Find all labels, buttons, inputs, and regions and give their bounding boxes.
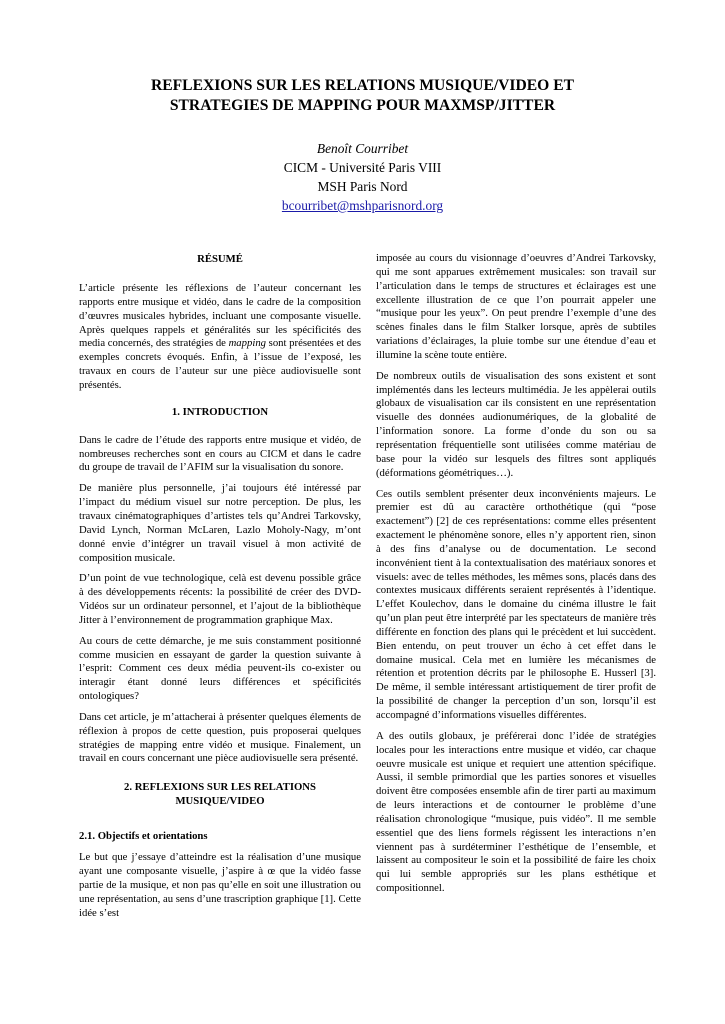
title-line-2: STRATEGIES DE MAPPING POUR MAXMSP/JITTER (169, 97, 556, 114)
right-paragraph-4: A des outils globaux, je préférerai donc l’idée de stratégies locales pour les interactions entre musique et vidéo, car chaque oeuvre musicale est unique et requiert une attention spécifique. Aussi, il semble primordial que les parties sonores et visuelles doivent être composées ensemble afin de tirer parti au maximum de leurs interactions et de contourner le problème d’une réalisation chronologique “musique, puis vidéo”. Il me semble essentiel que des liens formels régissent les interactions n’en viennent pas à surdéterminer l’esthétique de l’ensemble, et laissent au compositeur le soin et la possibilité de faire les choix qui lui semble appropriés sur les plans esthétique et compositionnel. (376, 729, 656, 895)
abstract-paragraph: L’article présente les réflexions de l’auteur concernant les rapports entre musique et vidéo, dans le cadre de la composition d’œuvres musicales hybrides, incluant une composante visuelle. Après quelques rappels et généralités sur les spécificités des media concernés, des stratégies de mapping sont présentées et des exemples concrets évoqués. Enfin, à l’issue de l’exposé, les travaux en cours de l’auteur sur une pièce audiovisuelle sont présentés. (79, 282, 361, 391)
intro-paragraph-1: Dans le cadre de l’étude des rapports entre musique et vidéo, de nombreuses recherches sont en cours au CICM et dans le cadre du groupe de travail de l’AFIM sur la visualisation du sonore. (79, 433, 361, 474)
left-column (79, 252, 361, 927)
intro-paragraph-5: Dans cet article, je m’attacherai à présenter quelques élements de réflexion à propos de cette question, puis proposerai quelques stratégies de mapping entre vidéo et musique. Finalement, un travail en cours concernant une pièce audiovisuelle sera présenté. (79, 710, 361, 765)
abstract-heading: RÉSUMÉ (197, 253, 243, 265)
author-name: Benoît Courribet (316, 141, 409, 156)
right-paragraph-1: imposée au cours du visionnage d’oeuvres d’Andrei Tarkovsky, qui me sont apparues extrêmement musicales: son travail sur l’articulation dans le temps de structures et éclairages est une excellente illustration de ce que l’on pourrait appeler une “musique pour les yeux”. On peut prendre l’exemple d’une des scènes finales dans le film Stalker lorsque, après de subtiles variations d’éclairages, la pluie tombe sur une étendue d’eau et illumine la scène toute entière. (376, 252, 656, 361)
author-affiliation-1: CICM - Université Paris VIII (283, 160, 442, 175)
intro-paragraph-3: D’un point de vue technologique, celà est devenu possible grâce à des développements récents: la possibilité de créer des DVD-Vidéos sur un ordinateur personnel, et l’ajout de la bibliothèque Jitter à l’environnement de programmation graphique Max. (79, 572, 361, 626)
section-heading-reflexions: 2. REFLEXIONS SUR LES RELATIONS MUSIQUE/VIDEO (124, 781, 316, 808)
author-affiliation-2: MSH Paris Nord (317, 179, 408, 194)
right-column (376, 252, 656, 903)
right-paragraph-3: Ces outils semblent présenter deux inconvénients majeurs. Le premier est dû au caractère orthothétique (qui “pose exactement”) [2] de ces représentations: comme elles présentent exactement le phénomène sonore, elles n’y apportent rien, sinon à des fins d’analyse ou de documentation. Le second inconvénient tient à la contextualisation des matériaux sonores et visuels: avec de telles méthodes, les mêmes sons, placés dans des contextes musicaux différents seraient représentés à l’identique. L’effet Koulechov, dans le domaine du cinéma illustre le fait qu’un plan peut être interprété par les spectateurs de manière très différente en fonction des plans qui le précèdent et lui succèdent. Bien entendu, on peut trouver un écho à cet effet dans le domaine musical. Cela met en lumière les mécanismes de rétention et protention décrits par le philosophe E. Husserl [3]. De même, il semble intéressant artistiquement de tirer profit de la possibilité de changer la perception d’un son, lorsqu’il est accompagné d’informations visuelles différentes. (376, 487, 656, 721)
author-email-link[interactable]: bcourribet@mshparisnord.org (281, 198, 444, 213)
title-line-1: REFLEXIONS SUR LES RELATIONS MUSIQUE/VIDEO ET (150, 77, 574, 94)
author-block (100, 139, 625, 215)
intro-paragraph-4: Au cours de cette démarche, je me suis constamment positionné comme musicien en essayant de garder la question suivante à l’esprit: Comment ces deux média peuvent-ils co-exister ou interagir étant donné leurs différences et spécificités ontologiques? (79, 634, 361, 703)
mapping-term: mapping (228, 337, 266, 350)
paper-title (100, 76, 625, 116)
right-paragraph-2: De nombreux outils de visualisation des sons existent et sont implémentés dans les lecteurs multimédia. Je les appèlerai outils globaux de visualisation car ils consistent en une représentation visuelle des données audionumériques, de la globalité de l’information sonore. La forme d’onde du son ou sa représentation fréquentielle sont utilisées comme matériau de base pour la vidéo sur lesquels des filtres sont appliqués (déformations géométriques…). (376, 369, 656, 479)
objectifs-paragraph-1: Le but que j’essaye d’atteindre est la réalisation d’une musique ayant une composante visuelle, j’aspire à œ que la vidéo fasse partie de la musique, et non pas qu’elle en soit une illustration ou une représentation, au sens d’une trascription graphique [1]. Cette idée s’est (79, 851, 361, 919)
section-heading-introduction: 1. INTRODUCTION (171, 405, 269, 418)
intro-paragraph-2: De manière plus personnelle, j’ai toujours été intéressé par l’impact du médium visuel sur notre perception. De plus, les travaux cinématographiques d’artistes tels qu’Andrei Tarkovsky, David Lynch, Norman McLaren, Lazlo Moholy-Nagy, m’ont donné envie d’intégrer un travail visuel à mon activité de composition musicale. (79, 482, 361, 564)
subsection-heading-objectifs: 2.1. Objectifs et orientations (79, 830, 208, 843)
